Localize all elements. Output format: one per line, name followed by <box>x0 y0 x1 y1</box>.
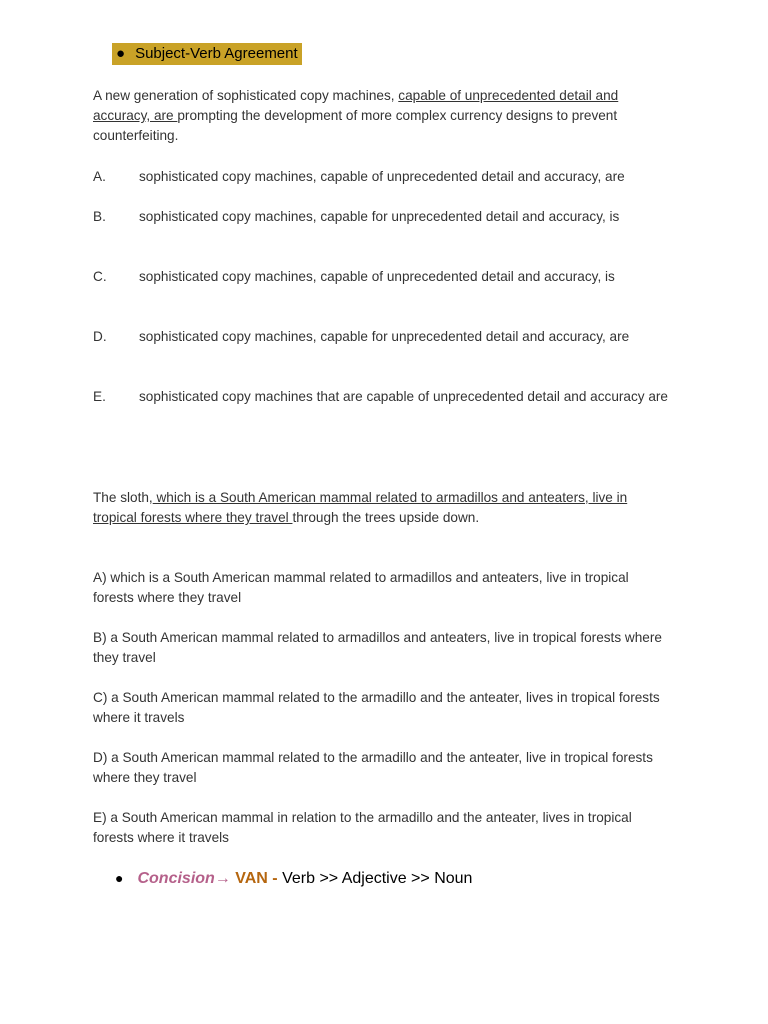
q2-option-d: D) a South American mammal related to the armadillo and the anteater, live in tropical forests where they travel <box>93 750 653 785</box>
option-text: sophisticated copy machines, capable of unprecedented detail and accuracy, are <box>139 169 625 184</box>
van-label: VAN - <box>230 870 283 887</box>
q1-intro-pre: A new generation of sophisticated copy machines, <box>93 88 399 103</box>
question1-sentence <box>93 86 673 146</box>
q2-option-b: B) a South American mammal related to armadillos and anteaters, live in tropical forests where they travel <box>93 630 662 665</box>
q2-intro-underlined: which is a South American mammal related to armadillos and anteaters, live in tropical forests where they travel <box>93 490 628 525</box>
q1-option-b <box>93 207 673 227</box>
option-letter: B. <box>93 209 106 224</box>
q1-option-c <box>93 267 673 287</box>
section-heading-concision <box>115 866 472 891</box>
option-text: sophisticated copy machines, capable for unprecedented detail and accuracy, are <box>139 329 630 344</box>
concision-label: Concision→ <box>137 870 231 887</box>
q2-intro-post: through the trees upside down. <box>292 510 480 525</box>
q2-option-c: C) a South American mammal related to the armadillo and the anteater, lives in tropical forests where it travels <box>93 690 660 725</box>
q1-option-d <box>93 327 673 347</box>
q2-option-a: A) which is a South American mammal related to armadillos and anteaters, live in tropical forests where they travel <box>93 570 629 605</box>
option-text: sophisticated copy machines, capable for unprecedented detail and accuracy, is <box>139 209 620 224</box>
option-letter: A. <box>93 169 106 184</box>
section-title: Subject-Verb Agreement <box>135 45 298 62</box>
section-heading-subject-verb <box>112 43 302 65</box>
option-letter: C. <box>93 269 107 284</box>
q2-option-e: E) a South American mammal in relation to the armadillo and the anteater, lives in tropical forests where it travels <box>93 810 632 845</box>
q1-option-e <box>93 387 673 407</box>
question2-sentence <box>93 488 673 528</box>
q1-intro-post: prompting the development of more complex currency designs to prevent counterfeiting. <box>93 108 618 143</box>
q2-intro-pre: The sloth, <box>93 490 153 505</box>
bullet-icon: ● <box>116 45 126 62</box>
bullet-icon: ● <box>115 870 124 886</box>
option-letter: D. <box>93 329 107 344</box>
option-letter: E. <box>93 389 106 404</box>
option-text: sophisticated copy machines that are capable of unprecedented detail and accuracy are <box>139 389 668 404</box>
option-text: sophisticated copy machines, capable of unprecedented detail and accuracy, is <box>139 269 615 284</box>
q1-intro-underlined: capable of unprecedented detail and accuracy, are <box>93 88 619 123</box>
van-expansion: Verb >> Adjective >> Noun <box>282 870 473 887</box>
q1-option-a <box>93 167 673 187</box>
